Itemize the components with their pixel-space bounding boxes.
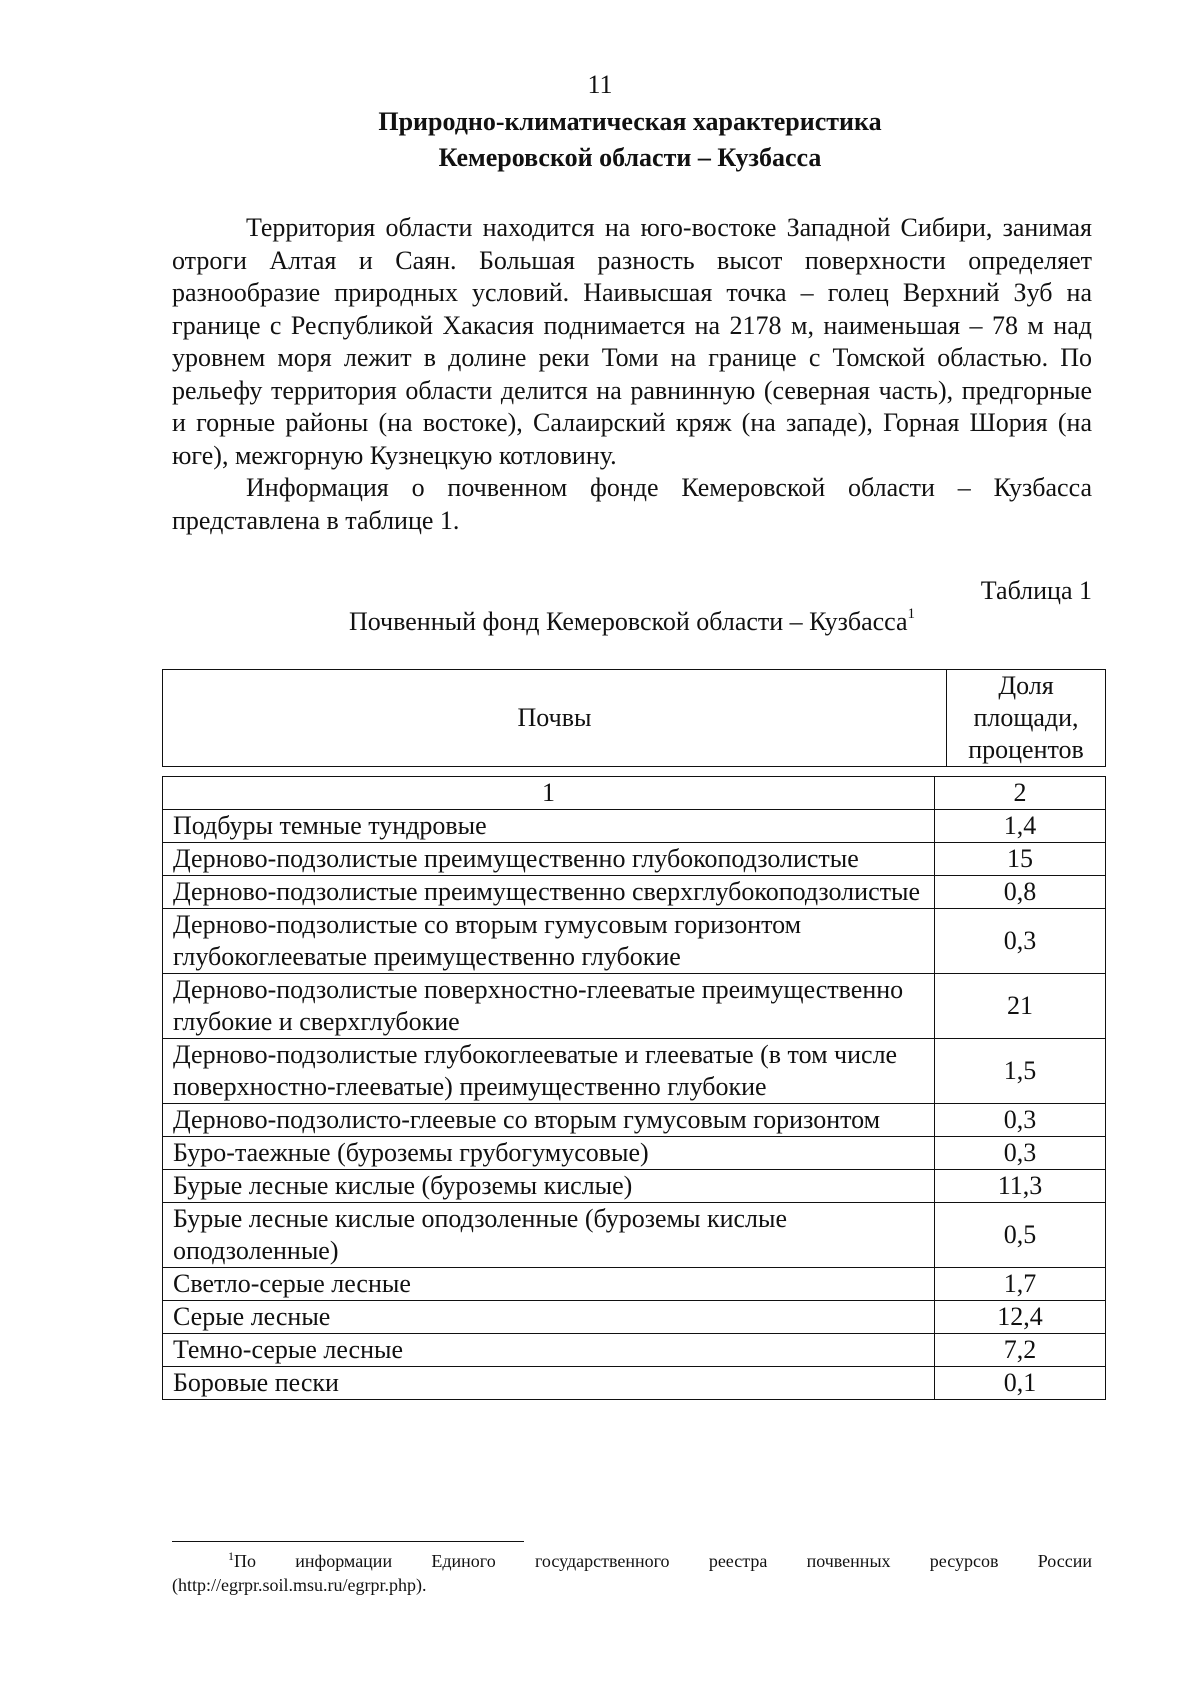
soil-name-cell: Темно-серые лесные [163, 1334, 935, 1367]
share-cell: 15 [935, 843, 1106, 876]
footnote [172, 1549, 1092, 1597]
table-row [163, 810, 1106, 843]
table-row [163, 1039, 1106, 1104]
footnote-ref: 1 [907, 606, 916, 622]
share-cell: 21 [935, 974, 1106, 1039]
share-cell: 1,7 [935, 1268, 1106, 1301]
soil-name-cell: Дерново-подзолистые со вторым гумусовым горизонтом глубокоглееватые преимущественно глубокие [163, 909, 935, 974]
share-cell: 12,4 [935, 1301, 1106, 1334]
table-caption [172, 606, 1092, 638]
column-number-row [163, 777, 1106, 810]
soil-name-cell: Дерново-подзолистые поверхностно-глееватые преимущественно глубокие и сверхглубокие [163, 974, 935, 1039]
share-cell: 0,1 [935, 1367, 1106, 1400]
share-cell: 0,5 [935, 1203, 1106, 1268]
header-soils: Почвы [163, 670, 947, 767]
soil-name-cell: Светло-серые лесные [163, 1268, 935, 1301]
footnote-text: По информации Единого государственного реестра почвенных ресурсов России (http://egrpr.soil.msu.ru/egrpr.php). [172, 1551, 1092, 1595]
table-row [163, 909, 1106, 974]
footnote-divider [172, 1541, 524, 1542]
soil-name-cell: Дерново-подзолистые глубокоглееватые и глееватые (в том числе поверхностно-глееватые) преимущественно глубокие [163, 1039, 935, 1104]
table-caption-text: Почвенный фонд Кемеровской области – Кузбасса [348, 607, 908, 636]
title-line-2: Кемеровской области – Кузбасса [438, 143, 822, 172]
header-share: Доля площади, процентов [947, 670, 1106, 767]
table-row [163, 1367, 1106, 1400]
share-cell: 0,3 [935, 1137, 1106, 1170]
table-row [163, 843, 1106, 876]
paragraph: Информация о почвенном фонде Кемеровской области – Кузбасса представлена в таблице 1. [172, 473, 1092, 535]
soil-table [162, 776, 1106, 1400]
share-cell: 7,2 [935, 1334, 1106, 1367]
soil-name-cell: Дерново-подзолистые преимущественно сверхглубокоподзолистые [163, 876, 935, 909]
table-header [162, 669, 1106, 767]
share-cell: 0,3 [935, 909, 1106, 974]
soil-name-cell: Бурые лесные кислые оподзоленные (буроземы кислые оподзоленные) [163, 1203, 935, 1268]
footnote-marker: 1 [228, 1549, 234, 1563]
paragraph: Территория области находится на юго-востоке Западной Сибири, занимая отроги Алтая и Саян. Большая разность высот поверхности определяет разнообразие природных условий. Наивысшая точка – голец Верхний Зуб на границе с Республикой Хакасия поднимается на 2178 м, наименьшая – 78 м над уровнем моря лежит в долине реки Томи на границе с Томской областью. По рельефу территория области делится на равнинную (северная часть), предгорные и горные районы (на востоке), Салаирский кряж (на западе), Горная Шория (на юге), межгорную Кузнецкую котловину. [172, 213, 1092, 470]
table-row [163, 974, 1106, 1039]
share-cell: 11,3 [935, 1170, 1106, 1203]
soil-name-cell: Буро-таежные (буроземы грубогумусовые) [163, 1137, 935, 1170]
page-title [0, 104, 1200, 176]
soil-name-cell: Дерново-подзолисто-глеевые со вторым гумусовым горизонтом [163, 1104, 935, 1137]
table-row [163, 1104, 1106, 1137]
table-row [163, 1301, 1106, 1334]
share-cell: 1,4 [935, 810, 1106, 843]
title-line-1: Природно-климатическая характеристика [378, 107, 882, 136]
column-number: 1 [163, 777, 935, 810]
share-cell: 1,5 [935, 1039, 1106, 1104]
share-cell: 0,3 [935, 1104, 1106, 1137]
table-row [163, 876, 1106, 909]
table-row [163, 1170, 1106, 1203]
soil-name-cell: Дерново-подзолистые преимущественно глубокоподзолистые [163, 843, 935, 876]
table-row [163, 1268, 1106, 1301]
table-row [163, 1137, 1106, 1170]
soil-name-cell: Серые лесные [163, 1301, 935, 1334]
soil-name-cell: Боровые пески [163, 1367, 935, 1400]
table-label: Таблица 1 [980, 576, 1092, 605]
page-number: 11 [587, 70, 613, 99]
body-text [172, 212, 1092, 537]
table-row [163, 1203, 1106, 1268]
table-row [163, 1334, 1106, 1367]
soil-name-cell: Бурые лесные кислые (буроземы кислые) [163, 1170, 935, 1203]
column-number: 2 [935, 777, 1106, 810]
share-cell: 0,8 [935, 876, 1106, 909]
soil-name-cell: Подбуры темные тундровые [163, 810, 935, 843]
